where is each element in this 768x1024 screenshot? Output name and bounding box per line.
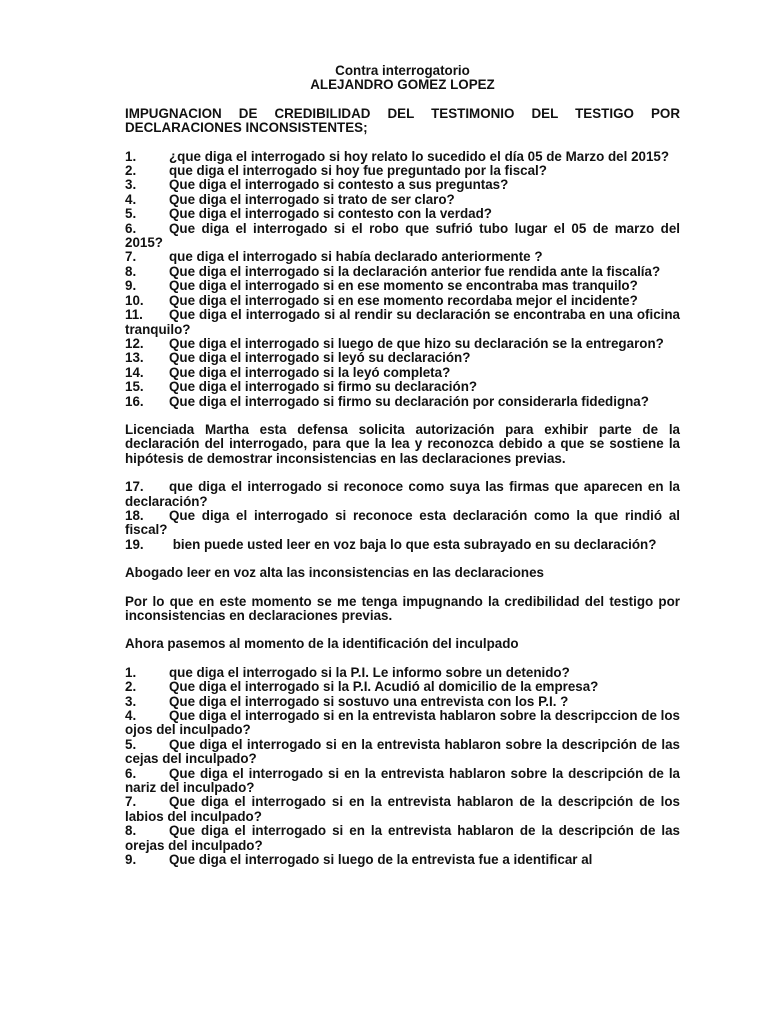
question-number: 1. [125,148,137,164]
question-item [125,680,680,694]
question-item [125,380,680,394]
question-text: Que diga el interrogado si en la entrevista hablaron sobre la descripccion de los ojos del inculpado? [125,708,680,738]
question-text: Que diga el interrogado si contesto con la verdad? [169,206,492,222]
question-item [125,666,680,680]
document-body [125,64,680,868]
question-text: bien puede usted leer en voz baja lo que esta subrayado en su declaración? [169,536,657,552]
question-number: 3. [125,693,137,709]
question-text: Que diga el interrogado si la leyó completa? [169,364,451,380]
question-item [125,207,680,221]
question-number: 3. [125,177,137,193]
question-item [125,351,680,365]
question-number: 8. [125,263,137,279]
question-number: 5. [125,736,137,752]
witness-name: ALEJANDRO GOMEZ LOPEZ [310,77,495,93]
question-number: 6. [125,765,137,781]
question-text: Que diga el interrogado si leyó su declaración? [169,350,471,366]
question-number: 7. [125,249,137,265]
question-number: 2. [125,163,137,179]
question-number: 18. [125,507,144,523]
question-text: que diga el interrogado si reconoce como suya las firmas que aparecen en la declaración? [125,479,680,509]
question-item [125,824,680,853]
question-text: Que diga el interrogado si sostuvo una entrevista con los P.I. ? [169,693,569,709]
question-number: 9. [125,852,137,868]
question-number: 11. [125,307,143,323]
question-text: Que diga el interrogado si luego de que hizo su declaración se la entregaron? [169,335,664,351]
question-item [125,222,680,251]
identification-intro: Ahora pasemos al momento de la identificación del inculpado [125,636,519,652]
question-item [125,538,680,552]
lawyer-instruction: Abogado leer en voz alta las inconsistencias en las declaraciones [125,565,544,581]
question-text: Que diga el interrogado si reconoce esta declaración como la que rindió al fiscal? [125,507,680,538]
question-list-1 [125,150,680,409]
question-item [125,709,680,738]
question-item [125,738,680,767]
question-text: Que diga el interrogado si en la entrevista hablaron sobre la descripción de las cejas del inculpado? [125,736,680,767]
question-item [125,265,680,279]
question-text: Que diga el interrogado si contesto a sus preguntas? [169,177,509,193]
question-item [125,308,680,337]
question-text: Que diga el interrogado si en la entrevista hablaron sobre la descripción de la nariz del inculpado? [125,765,680,796]
question-list-3 [125,666,680,868]
question-item [125,294,680,308]
question-text: que diga el interrogado si la P.I. Le informo sobre un detenido? [169,664,570,680]
question-item [125,795,680,824]
question-number: 15. [125,379,144,395]
question-number: 5. [125,206,137,222]
question-item [125,164,680,178]
question-item [125,366,680,380]
question-text: Que diga el interrogado si la declaración anterior fue rendida ante la fiscalía? [169,263,661,279]
question-number: 10. [125,292,144,308]
question-text: Que diga el interrogado si en la entrevista hablaron de la descripción de los labios del inculpado? [125,794,680,824]
question-number: 4. [125,708,137,724]
question-number: 17. [125,479,144,495]
question-item [125,480,680,509]
question-text: Que diga el interrogado si trato de ser claro? [169,191,455,207]
question-text: Que diga el interrogado si al rendir su declaración se encontraba en una oficina tranquilo? [125,307,680,337]
question-text: Que diga el interrogado si firmo su declaración por considerarla fidedigna? [169,393,649,409]
question-text: Que diga el interrogado si el robo que sufrió tubo lugar el 05 de marzo del 2015? [125,220,680,251]
question-item [125,695,680,709]
question-item [125,150,680,164]
question-text: que diga el interrogado si hoy fue preguntado por la fiscal? [169,163,547,179]
section-heading: IMPUGNACION DE CREDIBILIDAD DEL TESTIMONIO DEL TESTIGO POR DECLARACIONES INCONSISTENTES; [125,105,680,136]
question-text: Que diga el interrogado si luego de la entrevista fue a identificar al [169,852,593,868]
question-item [125,395,680,409]
question-number: 9. [125,278,137,294]
question-text: ¿que diga el interrogado si hoy relato lo sucedido el día 05 de Marzo del 2015? [169,148,670,164]
question-number: 13. [125,350,144,366]
question-number: 19. [125,536,144,552]
question-number: 12. [125,335,144,351]
question-number: 16. [125,393,144,409]
question-number: 4. [125,191,137,207]
question-item [125,337,680,351]
question-number: 2. [125,679,137,695]
question-item [125,853,680,867]
question-item [125,178,680,192]
question-item [125,250,680,264]
document-title: Contra interrogatorio [335,63,470,78]
question-item [125,279,680,293]
question-text: Que diga el interrogado si en ese momento se encontraba mas tranquilo? [169,278,638,294]
question-number: 1. [125,664,137,680]
question-number: 6. [125,220,137,236]
question-item [125,767,680,796]
question-text: Que diga el interrogado si firmo su declaración? [169,379,478,395]
question-number: 14. [125,364,144,380]
question-text: Que diga el interrogado si en ese momento recordaba mejor el incidente? [169,292,638,308]
question-item [125,509,680,538]
question-item [125,193,680,207]
question-number: 7. [125,794,137,810]
question-text: que diga el interrogado si había declarado anteriormente ? [169,249,543,265]
question-text: Que diga el interrogado si la P.I. Acudió al domicilio de la empresa? [169,679,599,695]
defense-request-paragraph: Licenciada Martha esta defensa solicita autorización para exhibir parte de la declaración del interrogado, para que la lea y reconozca debido a que se sostiene la hipótesis de demostrar inconsistencias en las declaraciones previas. [125,421,680,466]
question-number: 8. [125,823,137,839]
question-text: Que diga el interrogado si en la entrevista hablaron de la descripción de las orejas del inculpado? [125,823,680,853]
question-list-2 [125,480,680,552]
impeachment-statement: Por lo que en este momento se me tenga impugnando la credibilidad del testigo por inconsistencias en declaraciones previas. [125,593,680,623]
